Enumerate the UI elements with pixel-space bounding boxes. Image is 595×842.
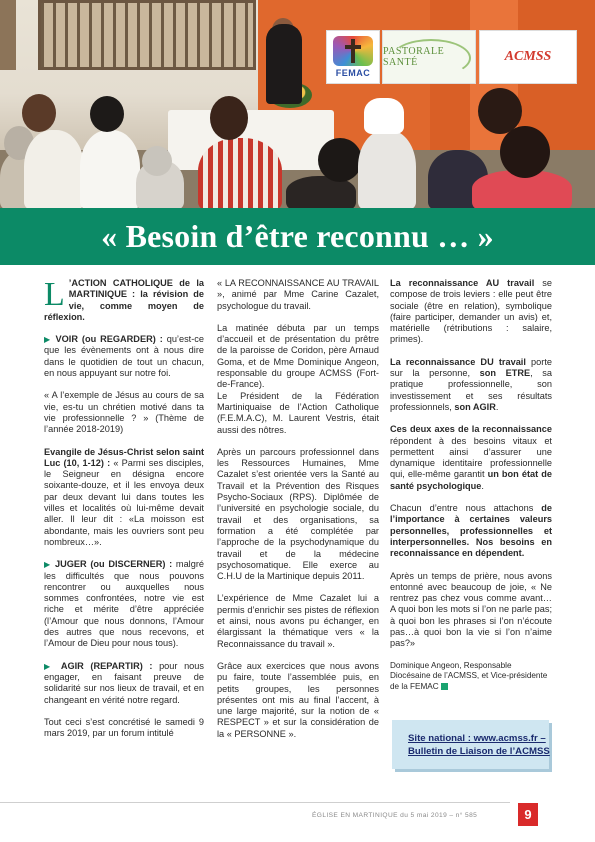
website-infobox — [392, 720, 549, 769]
two-axes-paragraph: Ces deux axes de la reconnaissance répondent à des besoins vitaux et permettent ainsi d’assurer une dynamique identitaire professionnelle qui, elle-même garantit un bon état de santé psychologique. — [390, 424, 552, 491]
title-banner — [0, 208, 595, 265]
page-number: 9 — [518, 803, 538, 826]
header-photo — [0, 0, 595, 208]
experience-paragraph: L’expérience de Mme Cazalet lui a permis d’enrichir ses pistes de réflexion et ainsi, nous avons pu échanger, en élargissant la thématique vers « la Reconnaissance du travail ». — [217, 593, 379, 649]
reconnaissance-au-travail-paragraph: La reconnaissance AU travail se compose de trois leviers : elle peut être sociale (être en relation), symbolique (faire participer, demander un avis) et, matérielle (rétributions : salaire, primes). — [390, 278, 552, 345]
end-mark-icon — [441, 683, 448, 690]
triangle-bullet-icon: ▶ — [44, 335, 52, 345]
pastorale-sante-logo: PASTORALE SANTÉ — [382, 30, 476, 84]
triangle-bullet-icon: ▶ — [44, 560, 52, 570]
gospel-paragraph: Evangile de Jésus-Christ selon saint Luc (10, 1-12) : « Parmi ses disciples, le Seigneur en désigna encore soixante-douze, et il les envoya deux par deux devant lui dans toutes les villes et localités où lui-même devait aller. Il leur dit : «La moisson est abondante, mais les ouvriers sont peu nombreux…». — [44, 446, 204, 547]
exercises-paragraph: Grâce aux exercices que nous avons pu faire, toute l’assemblée puis, en petits groupes, les personnes présentes ont mis au final l’accent, à une large majorité, sur la notion de « RESPECT » et sur la considération de la « PERSONNE ». — [217, 660, 379, 739]
bulletin-line: Bulletin de Liaison de l’ACMSS — [408, 745, 550, 757]
morning-paragraph: La matinée débuta par un temps d’accueil et de présentation du prêtre de la paroisse de Coridon, père Arnaud Goma, et de Mme Dominique Angeon, responsable du groupe ACMSS (Fort-de-France). Le Président de la Fédération Martiniquaise de l’Action Catholique (F.E.M.A.C), M. Laurent Vestris, était aussi des nôtres. — [217, 322, 379, 435]
voir-paragraph: ▶ VOIR (ou REGARDER) : qu’est-ce que les évènements ont à nous dire dans le quotidien de tout un chacun, en nous appuyant sur notre foi. — [44, 334, 204, 379]
forum-title-paragraph: « LA RECONNAISSANCE AU TRAVAIL », animé par Mme Carine Cazalet, psychologue du travail. — [217, 278, 379, 311]
femac-logo: FEMAC — [326, 30, 380, 84]
values-paragraph: Chacun d’entre nous attachons de l’importance à certaines valeurs personnelles, professionnelles et interpersonnelles. Nos besoins en reconnaissance en dépendent. — [390, 503, 552, 559]
agir-paragraph: ▶ AGIR (REPARTIR) : pour nous engager, en faisant preuve de solidarité sur nos lieux de travail, et en changeant en vérité notre regard. — [44, 660, 204, 705]
intro-paragraph: L ’ACTION CATHOLIQUE de la MARTINIQUE : la révision de vie, comme moyen de réflexion. — [44, 276, 204, 322]
website-link[interactable]: Site national : www.acmss.fr – — [408, 732, 546, 744]
footer-issue-info: ÉGLISE EN MARTINIQUE du 5 mai 2019 – n° 585 — [312, 812, 478, 819]
theme-quote: « A l’exemple de Jésus au cours de sa vie, es-tu un chrétien motivé dans ta vie professionnelle ? » (Thème de l’année 2018-2019) — [44, 390, 204, 435]
drop-cap: L — [44, 276, 65, 313]
closing-paragraph: Tout ceci s’est concrétisé le samedi 9 mars 2019, par un forum intitulé — [44, 716, 204, 739]
cross-icon — [333, 36, 373, 66]
acmss-logo: ACMSS — [479, 30, 577, 84]
juger-paragraph: ▶ JUGER (ou DISCERNER) : malgré les difficultés que nous pouvons rencontrer ou auxquelles nous sommes confrontées, notre vie est riche et mérite d’être appréciée (l’Amour que nous donnons, l’Amour des autres que nous recevons, et l’Amour de Dieu pour nous tous). — [44, 559, 205, 649]
column-3 — [390, 278, 552, 703]
reconnaissance-du-travail-paragraph: La reconnaissance DU travail porte sur la personne, son ETRE, sa pratique professionnelle, son investissement et ses résultats professionnels, son AGIR. — [390, 356, 553, 412]
signature: Dominique Angeon, Responsable Diocésaine de l’ACMSS, et Vice-présidente de la FEMAC — [390, 660, 548, 691]
prayer-paragraph: Après un temps de prière, nous avons entonné avec beaucoup de joie, « Ne rentrez pas chez vous comme avant… A quoi bon les mots si l’on ne parle pas; à quoi bon les phrases si l’on n’écoute pas…à quoi bon la vie si l’on n’aime pas?» — [390, 570, 552, 649]
leaf-icon — [391, 39, 471, 77]
column-1 — [44, 278, 204, 750]
footer-divider — [0, 802, 510, 803]
column-2 — [217, 278, 379, 751]
triangle-bullet-icon: ▶ — [44, 661, 55, 671]
page-title: « Besoin d’être reconnu … » — [101, 218, 494, 254]
speaker-bio-paragraph: Après un parcours professionnel dans les Ressources Humaines, Mme Cazalet s’est orientée vers la Santé au Travail et la Prévention des Risques Psycho-Sociaux (RPS). Diplômée de l’université en psychologie sociale, du travail et des organisations, sa formation a été complétée par l’approche de la psychodynamique du travail et de la médecine psychosomatique. Elle exerce au C.H.U de la Martinique depuis 2011. — [217, 446, 379, 582]
